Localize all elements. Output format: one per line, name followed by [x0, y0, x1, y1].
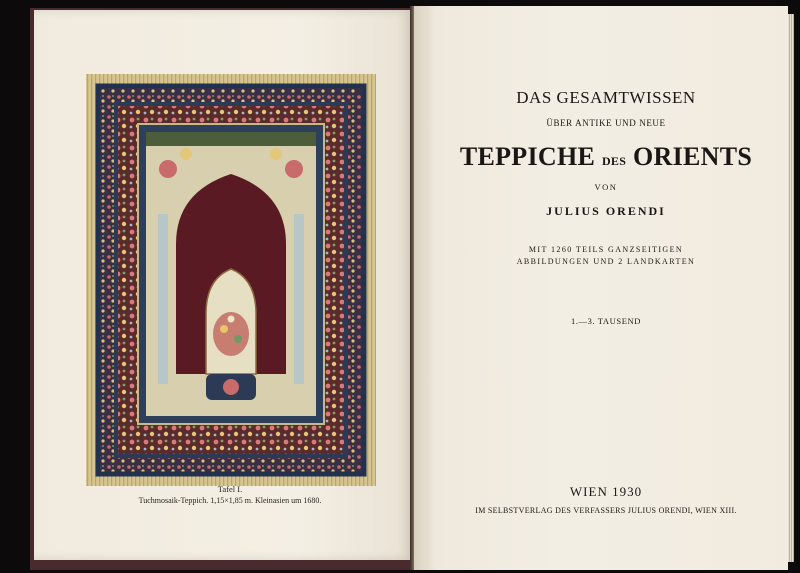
title-line-2: ÜBER ANTIKE UND NEUE — [546, 118, 666, 128]
author-name: JULIUS ORENDI — [546, 204, 666, 218]
main-title-des: DES — [601, 154, 627, 168]
main-title-b: ORIENTS — [633, 142, 753, 171]
publisher-line: IM SELBSTVERLAG DES VERFASSERS JULIUS ORENDI, WIEN XIII. — [475, 506, 737, 515]
illustrations-line-1: MIT 1260 TEILS GANZSEITIGEN — [528, 245, 684, 254]
rug-image — [86, 74, 376, 486]
by-line: VON — [594, 182, 618, 192]
title-page — [424, 88, 788, 326]
city-year: WIEN 1930 — [569, 484, 643, 499]
plate-label: Tafel I. — [217, 484, 243, 494]
prayer-rug-illustration — [86, 74, 376, 486]
imprint — [424, 484, 788, 515]
plate-caption-text: Tuchmosaik-Teppich. 1,15×1,85 m. Kleinasien um 1680. — [138, 496, 322, 505]
main-title-a: TEPPICHE — [459, 142, 596, 171]
page-stack-edge — [788, 14, 794, 562]
title-line-1: DAS GESAMTWISSEN — [516, 88, 696, 107]
edition-line: 1.—3. TAUSEND — [570, 316, 641, 326]
main-title — [424, 142, 788, 178]
illustrations-line-2: ABBILDUNGEN UND 2 LANDKARTEN — [516, 257, 696, 266]
plate-caption — [60, 484, 400, 506]
